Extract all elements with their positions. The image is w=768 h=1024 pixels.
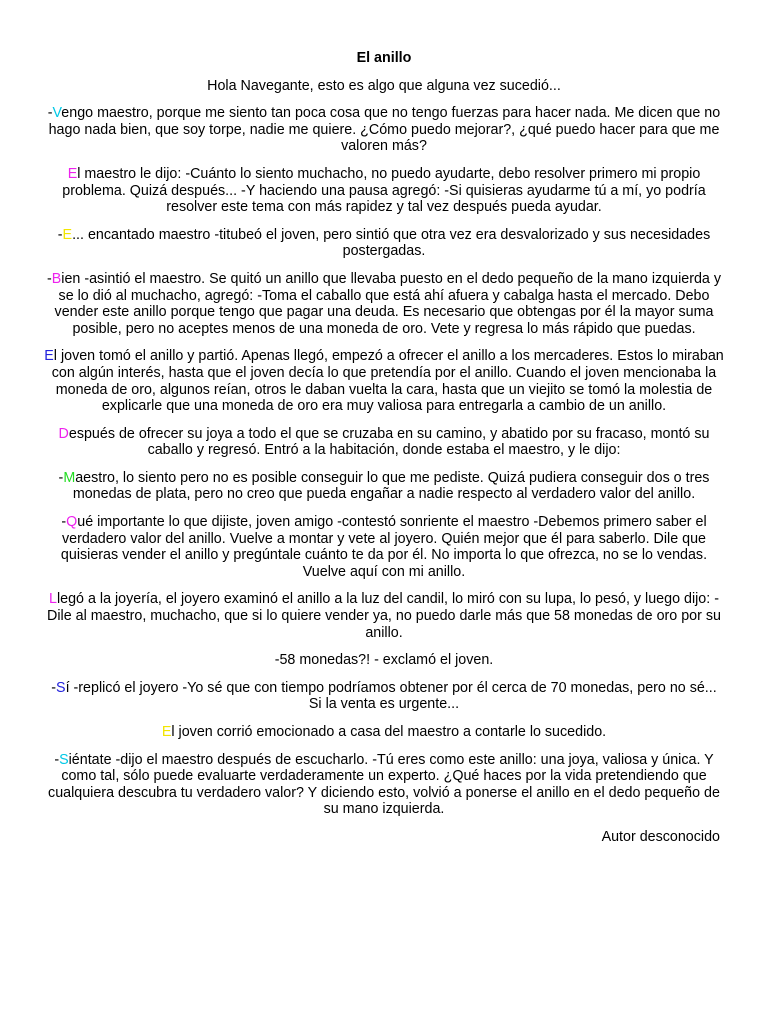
paragraph-text: legó a la joyería, el joyero examinó el anillo a la luz del candil, lo miró con su lupa, lo pesó, y luego dijo: -Dile al maestro, muchacho, que si lo quiere vender ya, no puedo darle más que 58 monedas de oro por su anillo. (47, 591, 721, 641)
paragraph-dash: - (61, 514, 67, 531)
colored-initial-letter: L (49, 591, 57, 608)
story-paragraph (44, 227, 724, 260)
paragraph-text: -58 monedas?! - exclamó el joven. (274, 652, 494, 669)
story-paragraph (44, 105, 724, 155)
paragraph-text: engo maestro, porque me siento tan poca cosa que no tengo fuerzas para hacer nada. Me dicen que no hago nada bien, que soy torpe, nadie me quiere. ¿Cómo puedo mejorar?, ¿qué puedo hacer para que me valoren más? (48, 105, 721, 155)
story-paragraph (44, 348, 724, 414)
colored-initial-letter: S (56, 679, 66, 696)
colored-initial-letter: V (52, 105, 62, 122)
paragraph-text: Hola Navegante, esto es algo que alguna vez sucedió... (207, 77, 561, 94)
story-paragraph (44, 514, 724, 580)
story-paragraph (44, 271, 724, 337)
paragraph-dash: - (47, 105, 53, 122)
colored-initial-letter: E (44, 348, 54, 365)
story-paragraph (44, 680, 724, 713)
paragraph-text: ien -asintió el maestro. Se quitó un anillo que llevaba puesto en el dedo pequeño de la mano izquierda y se lo dió al muchacho, agregó: -Toma el caballo que está ahí afuera y cabalga hasta el mercado. Debo vender este anillo porque tengo que pagar una deuda. Es necesario que obtengas por él la mayor suma posible, pero no aceptes menos de una moneda de oro. Vete y regresa lo más rápido que puedas. (54, 270, 721, 337)
colored-initial-letter: M (63, 469, 76, 486)
paragraph-text: l joven corrió emocionado a casa del maestro a contarle lo sucedido. (171, 724, 607, 740)
paragraph-text: iéntate -dijo el maestro después de escucharlo. -Tú eres como este anillo: una joya, valiosa y única. Y como tal, sólo puede evaluarte verdaderamente un experto. ¿Qué haces por la vida pretendiendo que cualquiera descubra tu verdadero valor? Y diciendo esto, volvió a ponerse el anillo en el dedo pequeño de su mano izquierda. (48, 751, 720, 818)
paragraph-dash: - (58, 469, 64, 486)
document-title: El anillo (356, 50, 412, 66)
paragraph-text: l maestro le dijo: -Cuánto lo siento muchacho, no puedo ayudarte, debo resolver primero mi propio problema. Quizá después... -Y haciendo una pausa agregó: -Si quisieras ayudarme tú a mí, yo podría resolver este tema con más rapidez y tal vez después pueda ayudar. (62, 165, 706, 216)
paragraph-dash: - (57, 226, 63, 243)
paragraph-dash: - (51, 679, 57, 696)
document-page (44, 50, 724, 846)
story-paragraph (44, 752, 724, 818)
paragraph-text: ... encantado maestro -titubeó el joven, pero sintió que otra vez era desvalorizado y sus necesidades postergadas. (72, 226, 711, 260)
paragraph-text: l joven tomó el anillo y partió. Apenas llegó, empezó a ofrecer el anillo a los mercaderes. Estos lo miraban con algún interés, hasta que el joven decía lo que pretendía por el anillo. Cuando el joven mencionaba la moneda de oro, algunos reían, otros le daban vuelta la cara, hasta que un viejito se tomó la molestia de explicarle que una moneda de oro era muy valiosa para entregarla a cambio de un anillo. (51, 348, 724, 415)
paragraph-text: aestro, lo siento pero no es posible conseguir lo que me pediste. Quizá pudiera conseguir dos o tres monedas de plata, pero no creo que pueda engañar a nadie respecto al verdadero valor del anillo. (72, 469, 710, 503)
author-line: Autor desconocido (601, 828, 720, 845)
paragraph-dash: - (54, 751, 60, 768)
story-paragraph (44, 724, 724, 741)
story-paragraph (44, 470, 724, 503)
story-paragraph (44, 426, 724, 459)
colored-initial-letter: S (59, 751, 69, 768)
paragraph-text: í -replicó el joyero -Yo sé que con tiempo podríamos obtener por él cerca de 70 monedas, pero no sé... Si la venta es urgente... (65, 679, 717, 713)
colored-initial-letter: Q (66, 514, 78, 531)
paragraph-text: espués de ofrecer su joya a todo el que se cruzaba en su camino, y abatido por su fracaso, montó su caballo y regresó. Entró a la habitación, donde estaba el maestro, y le dijo: (68, 425, 710, 459)
paragraph-text: ué importante lo que dijiste, joven amigo -contestó sonriente el maestro -Debemos primero saber el verdadero valor del anillo. Vuelve a montar y vete al joyero. Quién mejor que él para saberlo. Dile que quisieras vender el anillo y pregúntale cuánto te da por él. No importa lo que ofrezca, no se lo vendas. Vuelve aquí con mi anillo. (60, 514, 708, 580)
story-paragraph (44, 166, 724, 216)
colored-initial-letter: B (51, 270, 62, 287)
document-body (44, 78, 724, 818)
paragraph-dash: - (46, 270, 52, 287)
colored-initial-letter: E (62, 226, 73, 243)
colored-initial-letter: D (58, 425, 69, 442)
story-paragraph (44, 591, 724, 641)
colored-initial-letter: E (67, 165, 78, 182)
story-paragraph (44, 652, 724, 669)
colored-initial-letter: E (161, 724, 172, 740)
story-paragraph (44, 78, 724, 95)
